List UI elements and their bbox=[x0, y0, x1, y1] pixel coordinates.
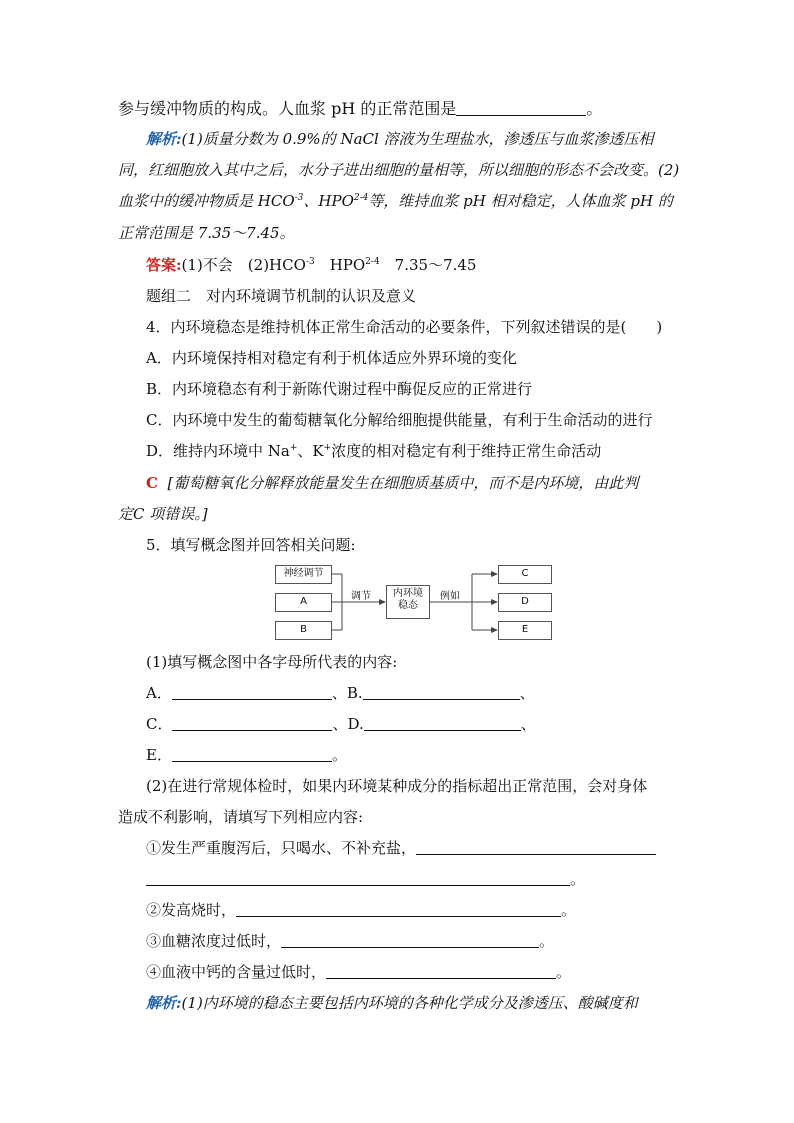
q5-fill-cd: C． 、D. 、 bbox=[146, 715, 536, 733]
q5-part2-line-1: (2)在进行常规体检时，如果内环境某种成分的指标超出正常范围，会对身体 bbox=[146, 777, 648, 795]
diagram-node-center: 内环境 稳态 bbox=[386, 585, 430, 619]
q5-fill-e: E． 。 bbox=[146, 746, 347, 764]
diagram-node-neural: 神经调节 bbox=[275, 565, 332, 584]
q4-option-a[interactable]: A．内环境保持相对稳定有利于机体适应外界环境的变化 bbox=[146, 349, 517, 367]
q5-item-4: ④血液中钙的含量过低时， 。 bbox=[146, 963, 572, 981]
blank-item-4[interactable] bbox=[326, 964, 556, 979]
diagram-label-example: 例如 bbox=[440, 591, 460, 602]
q4-option-d[interactable]: D．维持内环境中 Na+、K+浓度的相对稳定有利于维持正常生命活动 bbox=[146, 442, 602, 460]
q4-option-c[interactable]: C．内环境中发生的葡萄糖氧化分解给细胞提供能量，有利于生命活动的进行 bbox=[146, 411, 653, 429]
q4-stem: 4．内环境稳态是维持机体正常生命活动的必要条件，下列叙述错误的是( ) bbox=[146, 318, 663, 336]
analysis-line-1: 解析:(1)质量分数为 0.9%的 NaCl 溶液为生理盐水，渗透压与血浆渗透压相 bbox=[146, 130, 654, 148]
blank-d[interactable] bbox=[364, 716, 521, 731]
analysis-line-4: 正常范围是 7.35～7.45。 bbox=[118, 224, 295, 242]
diagram-node-b: B bbox=[275, 621, 332, 640]
answer-blank[interactable] bbox=[456, 101, 586, 116]
blank-a[interactable] bbox=[172, 685, 332, 700]
q4-explanation-2: 定C 项错误。] bbox=[118, 505, 208, 523]
diagram-node-d: D bbox=[498, 593, 552, 612]
blank-item-3[interactable] bbox=[281, 933, 539, 948]
concept-diagram bbox=[270, 560, 555, 642]
q5-item-3: ③血糖浓度过低时， 。 bbox=[146, 932, 555, 950]
blank-b[interactable] bbox=[363, 685, 520, 700]
q5-item-1: ①发生严重腹泻后，只喝水、不补充盐， bbox=[146, 839, 656, 857]
q5-part1-stem: (1)填写概念图中各字母所代表的内容: bbox=[146, 653, 398, 671]
blank-item-1-cont[interactable] bbox=[146, 871, 570, 886]
q5-analysis: 解析:(1)内环境的稳态主要包括内环境的各种化学成分及渗透压、酸碱度和 bbox=[146, 994, 638, 1012]
blank-item-1[interactable] bbox=[416, 840, 656, 855]
question-tail: 参与缓冲物质的构成。人血浆 pH 的正常范围是 。 bbox=[118, 99, 603, 118]
q5-item-1-cont: 。 bbox=[146, 870, 585, 888]
q4-explanation-1: C [葡萄糖氧化分解释放能量发生在细胞质基质中，而不是内环境，由此判 bbox=[146, 474, 639, 492]
group-heading: 题组二 对内环境调节机制的认识及意义 bbox=[146, 287, 417, 305]
analysis-line-3: 血浆中的缓冲物质是 $HCO^{-3}$、HPO$^{2-4}$等，维持血浆 pH 相对稳定，人体血浆 pH 的 bbox=[118, 192, 673, 210]
diagram-node-c: C bbox=[498, 565, 552, 584]
analysis-line-2: 同，红细胞放入其中之后，水分子进出细胞的量相等，所以细胞的形态不会改变。(2) bbox=[118, 161, 680, 179]
blank-item-2[interactable] bbox=[236, 902, 561, 917]
q4-option-b[interactable]: B．内环境稳态有利于新陈代谢过程中酶促反应的正常进行 bbox=[146, 380, 533, 398]
blank-c[interactable] bbox=[172, 716, 332, 731]
diagram-node-a: A bbox=[275, 593, 332, 612]
diagram-label-regulate: 调节 bbox=[351, 591, 371, 602]
diagram-node-e: E bbox=[498, 621, 552, 640]
q5-item-2: ②发高烧时， 。 bbox=[146, 901, 577, 919]
q5-part2-line-2: 造成不利影响，请填写下列相应内容: bbox=[118, 808, 364, 826]
q5-fill-ab: A． 、B. 、 bbox=[146, 684, 535, 702]
answer-line: 答案:(1)不会 $(2)HCO^{-3}$ HPO$^{2-4}$ 7.35～7.45 bbox=[146, 256, 477, 274]
q5-stem: 5．填写概念图并回答相关问题: bbox=[146, 536, 356, 554]
blank-e[interactable] bbox=[172, 747, 332, 762]
